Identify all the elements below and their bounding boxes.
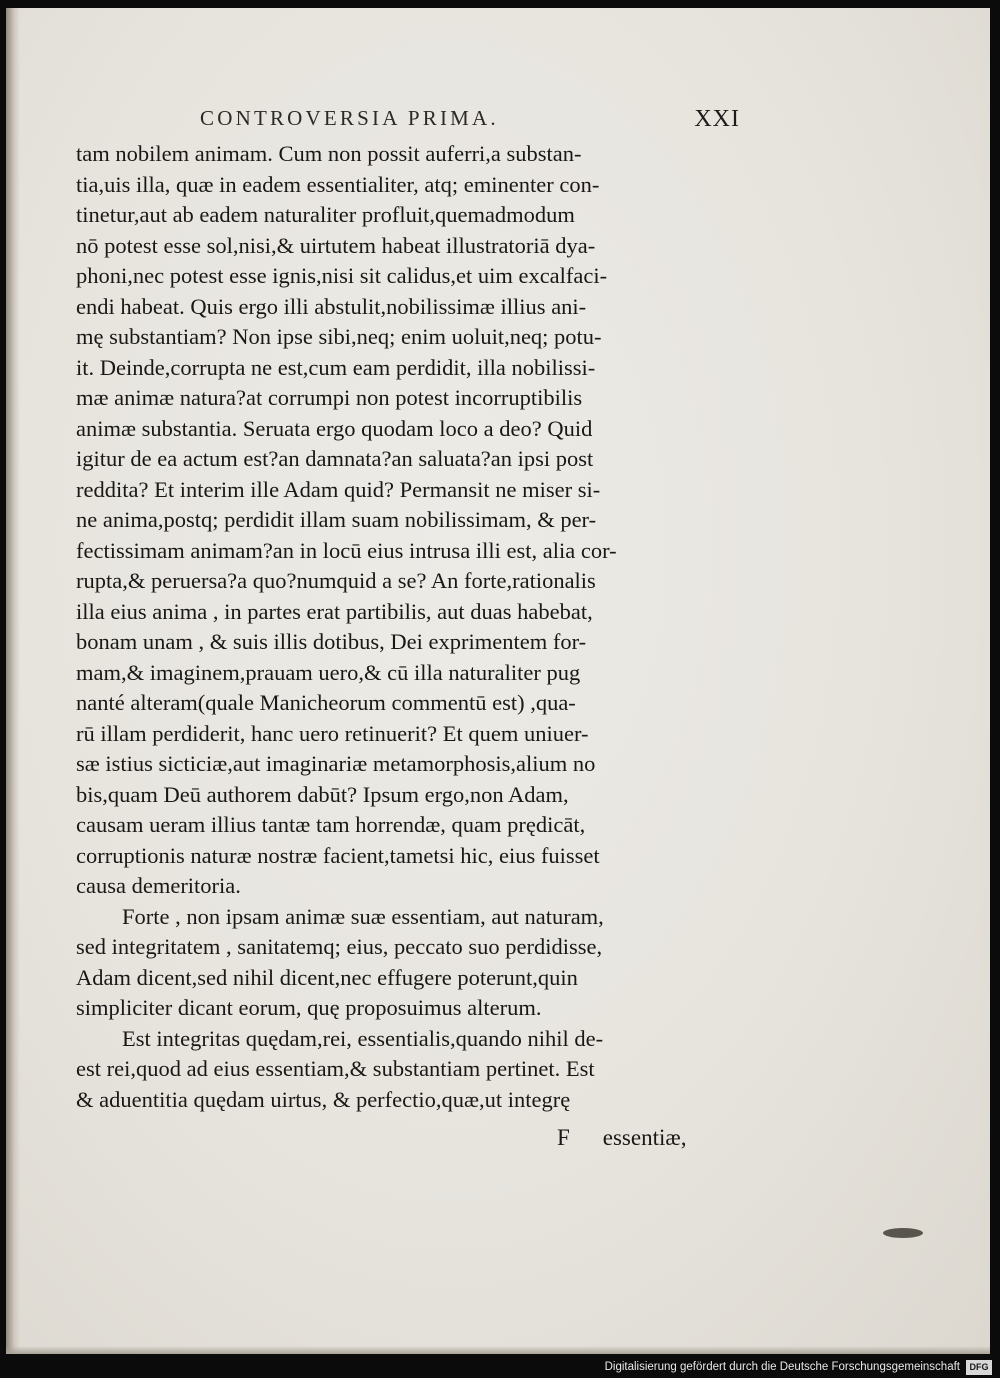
text-line: est rei,quod ad eius essentiam,& substantiam pertinet. Est — [76, 1056, 595, 1081]
text-line: sed integritatem , sanitatemq; eius, peccato suo perdidisse, — [76, 934, 603, 959]
text-line: illa eius anima , in partes erat partibilis, aut duas habebat, — [76, 598, 593, 624]
folio-number: XXI — [694, 106, 740, 132]
page-header — [200, 106, 740, 138]
text-line: Est integritas quędam,rei, essentialis,quando nihil de- — [122, 1025, 604, 1051]
text-line: tinetur,aut ab eadem naturaliter profluit,quemadmodum — [76, 202, 575, 227]
text-line: sæ istius sicticiæ,aut imaginariæ metamorphosis,alium no — [76, 751, 596, 776]
text-line: causam ueram illius tantæ tam horrendæ, quam prędicāt, — [76, 812, 586, 837]
footer-credit: Digitalisierung gefördert durch die Deutsche Forschungsgemeinschaft — [604, 1361, 960, 1373]
page-bottom-shadow — [6, 1346, 990, 1354]
text-line: Adam dicent,sed nihil dicent,nec effugere poterunt,quin — [76, 964, 578, 990]
ink-smudge — [883, 1228, 923, 1238]
text-line: nanté alteram(quale Manicheorum commentū est) ,qua- — [76, 690, 576, 715]
body-text — [76, 139, 716, 1115]
paragraph — [76, 1024, 716, 1116]
text-line: rupta,& peruersa?a quo?numquid a se? An forte,rationalis — [76, 568, 596, 593]
page-left-shadow — [6, 8, 20, 1354]
text-line: mam,& imaginem,prauam uero,& cū illa naturaliter pug — [76, 659, 581, 685]
text-line: Forte , non ipsam animæ suæ essentiam, aut naturam, — [122, 903, 604, 929]
text-line: igitur de ea actum est?an damnata?an saluata?an ipsi post — [76, 446, 594, 471]
text-line: it. Deinde,corrupta ne est,cum eam perdidit, illa nobilissi- — [76, 354, 596, 380]
paragraph — [76, 902, 716, 1024]
catchword-line — [557, 1125, 717, 1151]
text-line: nō potest esse sol,nisi,& uirtutem habeat illustratoriā dya- — [76, 232, 596, 258]
dfg-logo: DFG — [966, 1360, 992, 1375]
text-line: causa demeritoria. — [76, 873, 241, 898]
text-line: tam nobilem animam. Cum non possit auferri,a substan- — [76, 141, 582, 166]
text-line: reddita? Et interim ille Adam quid? Permansit ne miser si- — [76, 476, 601, 502]
text-line: corruptionis naturæ nostræ facient,tametsi hic, eius fuisset — [76, 842, 600, 868]
text-line: bonam unam , & suis illis dotibus, Dei exprimentem for- — [76, 629, 587, 654]
paragraph — [76, 139, 716, 902]
text-line: rū illam perdiderit, hanc uero retinuerit? Et quem uniuer- — [76, 720, 589, 746]
text-line: simpliciter dicant eorum, quę proposuimus alterum. — [76, 995, 542, 1020]
text-line: phoni,nec potest esse ignis,nisi sit calidus,et uim excalfaci- — [76, 263, 608, 288]
text-line: mę substantiam? Non ipse sibi,neq; enim uoluit,neq; potu- — [76, 324, 602, 349]
text-line: fectissimam animam?an in locū eius intrusa illi est, alia cor- — [76, 537, 617, 563]
text-line: bis,quam Deū authorem dabūt? Ipsum ergo,non Adam, — [76, 781, 569, 807]
text-line: animæ substantia. Seruata ergo quodam loco a deo? Quid — [76, 415, 593, 441]
running-title: CONTROVERSIA PRIMA. — [200, 106, 499, 130]
text-line: & aduentitia quędam uirtus, & perfectio,quæ,ut integrę — [76, 1086, 571, 1112]
text-line: tia,uis illa, quæ in eadem essentialiter, atq; eminenter con- — [76, 171, 600, 197]
text-line: ne anima,postq; perdidit illam suam nobilissimam, & per- — [76, 507, 597, 532]
catchword: essentiæ, — [602, 1125, 687, 1150]
text-line: endi habeat. Quis ergo illi abstulit,nobilissimæ illius ani- — [76, 293, 587, 319]
signature-mark: F — [557, 1125, 570, 1150]
text-line: mæ animæ natura?at corrumpi non potest incorruptibilis — [76, 385, 583, 410]
